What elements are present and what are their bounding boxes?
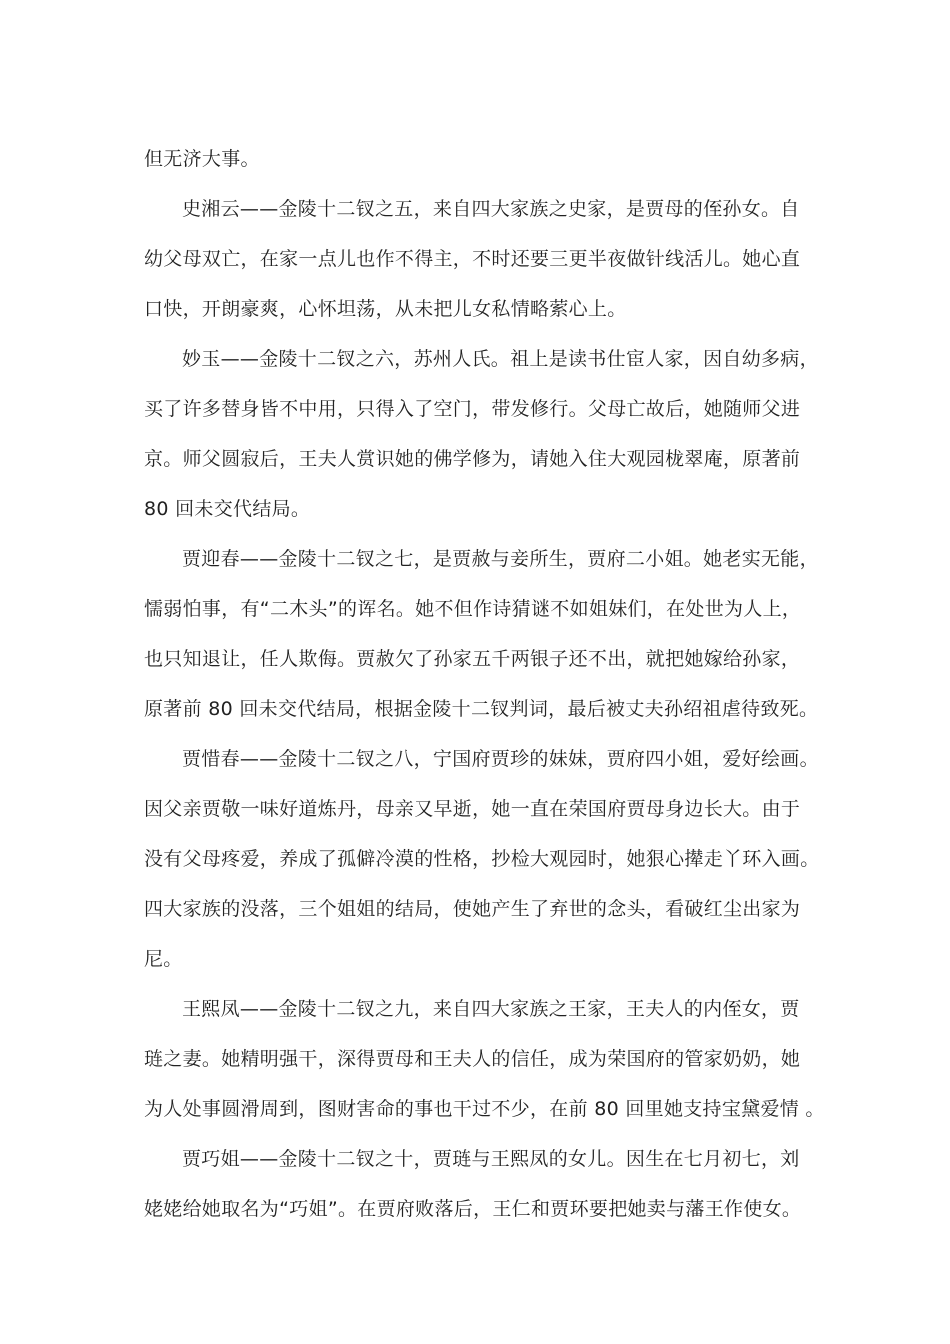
text-line: 琏之妻。她精明强干，深得贾母和王夫人的信任，成为荣国府的管家奶奶，她 [144, 1048, 801, 1070]
paragraph-start-line: 贾迎春——金陵十二钗之七，是贾赦与妾所生，贾府二小姐。她老实无能， [182, 548, 819, 570]
text-line: 懦弱怕事，有“二木头”的诨名。她不但作诗猜谜不如姐妹们，在处世为人上， [144, 598, 802, 620]
text-line: 但无济大事。 [144, 148, 260, 170]
paragraph-start-line: 妙玉——金陵十二钗之六，苏州人氏。祖上是读书仕宦人家，因自幼多病， [182, 348, 819, 370]
text-line: 幼父母双亡，在家一点儿也作不得主，不时还要三更半夜做针线活儿。她心直 [144, 248, 801, 270]
text-line: 也只知退让，任人欺侮。贾赦欠了孙家五千两银子还不出，就把她嫁给孙家， [144, 648, 801, 670]
paragraph-start-line: 王熙凤——金陵十二钗之九，来自四大家族之王家，王夫人的内侄女，贾 [182, 998, 800, 1020]
paragraph-start-line: 史湘云——金陵十二钗之五，来自四大家族之史家，是贾母的侄孙女。自 [182, 198, 800, 220]
text-line: 原著前 80 回未交代结局，根据金陵十二钗判词，最后被丈夫孙绍祖虐待致死。 [144, 698, 819, 720]
text-line: 因父亲贾敬一味好道炼丹，母亲又早逝，她一直在荣国府贾母身边长大。由于 [144, 798, 801, 820]
paragraph-start-line: 贾巧姐——金陵十二钗之十，贾琏与王熙凤的女儿。因生在七月初七，刘 [182, 1148, 800, 1170]
text-line: 姥姥给她取名为“巧姐”。在贾府败落后，王仁和贾环要把她卖与藩王作使女。 [144, 1198, 802, 1220]
text-line: 80 回未交代结局。 [144, 498, 311, 520]
text-line: 四大家族的没落，三个姐姐的结局，使她产生了弃世的念头，看破红尘出家为 [144, 898, 801, 920]
text-line: 京。师父圆寂后，王夫人赏识她的佛学修为，请她入住大观园栊翠庵，原著前 [144, 448, 801, 470]
text-line: 没有父母疼爱，养成了孤僻冷漠的性格，抄检大观园时，她狠心撵走丫环入画。 [144, 848, 820, 870]
text-line: 买了许多替身皆不中用，只得入了空门，带发修行。父母亡故后，她随师父进 [144, 398, 801, 420]
document-body [144, 134, 825, 1234]
paragraph-start-line: 贾惜春——金陵十二钗之八，宁国府贾珍的妹妹，贾府四小姐，爱好绘画。 [182, 748, 819, 770]
text-line: 尼。 [144, 948, 183, 970]
text-line: 口快，开朗豪爽，心怀坦荡，从未把儿女私情略萦心上。 [144, 298, 627, 320]
text-line: 为人处事圆滑周到，图财害命的事也干过不少，在前 80 回里她支持宝黛爱情 。 [144, 1098, 825, 1120]
